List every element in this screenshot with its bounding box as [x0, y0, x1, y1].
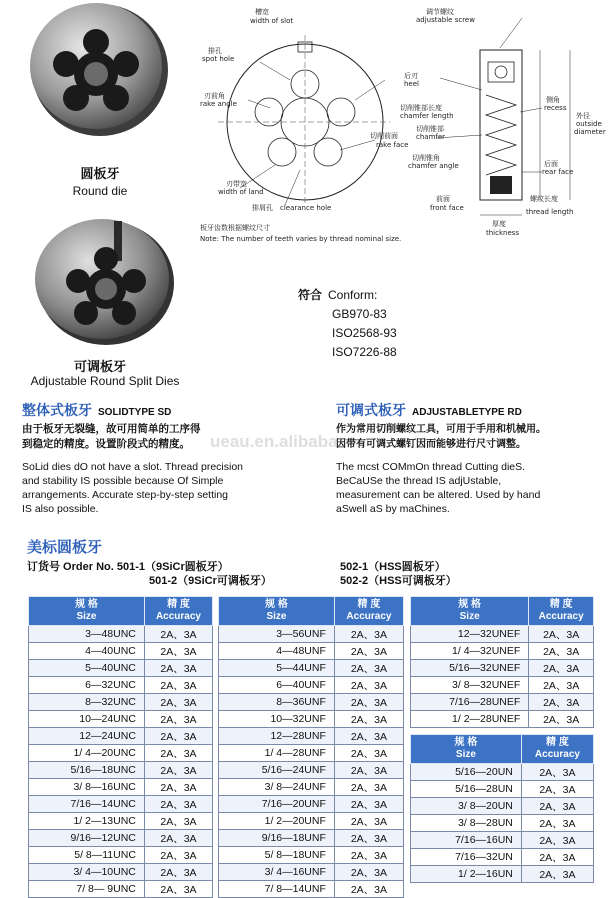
accuracy-cell: 2A、3A	[334, 864, 403, 881]
size-cell: 1/ 2—16UN	[411, 866, 522, 883]
size-cell: 7/16—14UNC	[29, 796, 145, 813]
size-cell: 10—24UNC	[29, 711, 145, 728]
accuracy-cell: 2A、3A	[334, 762, 403, 779]
table-row	[29, 864, 213, 881]
size-cell: 8—32UNC	[29, 694, 145, 711]
accuracy-cell: 2A、3A	[521, 866, 593, 883]
label-heel: heel	[404, 80, 419, 88]
table-row	[219, 779, 404, 796]
accuracy-cell: 2A、3A	[521, 764, 593, 781]
header-size: 规 格 Size	[411, 597, 529, 626]
table-row	[411, 798, 594, 815]
table-row	[219, 643, 404, 660]
label-thickness: thickness	[486, 229, 520, 237]
table-row	[219, 881, 404, 898]
solid-desc-en-3: arrangements. Accurate step-by-step setting	[22, 489, 229, 501]
adjustable-die-caption-cn: 可调板牙	[73, 359, 126, 374]
header-accuracy: 精 度 Accuracy	[529, 597, 594, 626]
size-cell: 3—56UNF	[219, 626, 335, 643]
size-cell: 5/16—28UN	[411, 781, 522, 798]
accuracy-cell: 2A、3A	[529, 694, 594, 711]
table-row	[29, 745, 213, 762]
size-cell: 5/16—24UNF	[219, 762, 335, 779]
size-cell: 5/ 8—11UNC	[29, 847, 145, 864]
accuracy-cell: 2A、3A	[334, 813, 403, 830]
order-501-2: 501-2（9SiCr可调板牙）	[149, 575, 272, 587]
label-front-face-cn: 前面	[436, 195, 450, 203]
size-cell: 9/16—18UNF	[219, 830, 335, 847]
adjustable-type-title-cn: 可调式板牙	[336, 402, 406, 418]
table-row	[411, 660, 594, 677]
accuracy-cell: 2A、3A	[144, 660, 212, 677]
table-row	[411, 849, 594, 866]
conform-label-en: Conform:	[328, 288, 378, 302]
solid-desc-en-1: SoLid dies dO not have a slot. Thread precision	[22, 461, 244, 473]
order-501-1: 501-1（9SiCr圆板牙）	[116, 561, 229, 573]
label-outside-diameter-1: outside	[576, 120, 602, 128]
label-width-of-slot-cn: 槽宽	[255, 8, 269, 16]
order-line-2	[27, 574, 607, 588]
size-cell: 1/ 4—28UNF	[219, 745, 335, 762]
accuracy-cell: 2A、3A	[529, 660, 594, 677]
round-die-photo	[22, 0, 172, 140]
table-un	[410, 734, 594, 883]
order-label: 订货号 Order No.	[27, 561, 114, 573]
accuracy-cell: 2A、3A	[144, 643, 212, 660]
adjustable-desc-en-1: The mcst COMmOn thread Cutting dieS.	[336, 461, 526, 473]
table-row	[29, 762, 213, 779]
solid-desc-cn-2: 到稳定的精度。设置阶段式的精度。	[22, 438, 190, 450]
size-cell: 6—32UNC	[29, 677, 145, 694]
table-row	[29, 694, 213, 711]
accuracy-cell: 2A、3A	[334, 677, 403, 694]
table-row	[29, 660, 213, 677]
table-row	[411, 764, 594, 781]
table-row	[29, 813, 213, 830]
label-thread-length-cn: 螺纹长度	[530, 195, 558, 203]
adjustable-die-caption-en: Adjustable Round Split Dies	[30, 374, 180, 388]
table-unef	[410, 596, 594, 728]
table-row	[219, 813, 404, 830]
order-502-1: 502-1（HSS圆板牙）	[340, 561, 446, 573]
size-cell: 3/ 8—20UN	[411, 798, 522, 815]
adjustable-die-photo	[22, 213, 182, 348]
size-cell: 5/16—32UNEF	[411, 660, 529, 677]
order-numbers	[27, 560, 607, 588]
table-row	[411, 866, 594, 883]
adjustable-desc-en-3: measurement can be altered. Used by hand	[336, 489, 541, 501]
conform-standard-1: GB970-83	[332, 307, 387, 321]
label-thickness-cn: 厚度	[492, 220, 506, 228]
label-front-face: front face	[430, 204, 464, 212]
size-cell: 7/16—32UN	[411, 849, 522, 866]
table-row	[219, 728, 404, 745]
accuracy-cell: 2A、3A	[529, 677, 594, 694]
table-row	[411, 694, 594, 711]
label-thread-length: thread length	[526, 208, 574, 216]
table-row	[411, 815, 594, 832]
size-cell: 10—32UNF	[219, 711, 335, 728]
table-row	[219, 626, 404, 643]
order-line-1	[27, 560, 607, 574]
adjustable-desc-cn	[336, 422, 604, 452]
adjustable-desc-cn-2: 因带有可调式螺钉因而能够进行尺寸调整。	[336, 439, 526, 450]
label-rake-angle: rake angle	[200, 100, 237, 108]
label-clearance-hole-cn: 排屑孔	[252, 204, 273, 212]
size-cell: 5/ 8—18UNF	[219, 847, 335, 864]
table-row	[29, 830, 213, 847]
label-adjustable-screw: adjustable screw	[416, 16, 475, 24]
table-row	[219, 694, 404, 711]
accuracy-cell: 2A、3A	[529, 643, 594, 660]
us-standard-title: 美标圆板牙	[27, 539, 103, 556]
size-cell: 1/ 2—13UNC	[29, 813, 145, 830]
accuracy-cell: 2A、3A	[144, 830, 212, 847]
round-die-caption-cn: 圆板牙	[80, 166, 120, 181]
size-cell: 12—24UNC	[29, 728, 145, 745]
table-row	[219, 745, 404, 762]
label-outside-diameter-cn: 外径	[576, 112, 590, 120]
accuracy-cell: 2A、3A	[334, 779, 403, 796]
size-cell: 1/ 2—28UNEF	[411, 711, 529, 728]
table-row	[29, 881, 213, 898]
solid-desc-en-4: IS also possible.	[22, 503, 99, 515]
accuracy-cell: 2A、3A	[334, 745, 403, 762]
solid-type-title-cn: 整体式板牙	[22, 402, 92, 418]
label-width-of-land: width of land	[218, 188, 264, 196]
size-cell: 5—40UNC	[29, 660, 145, 677]
label-clearance-hole: clearance hole	[280, 204, 332, 212]
size-cell: 8—36UNF	[219, 694, 335, 711]
table-row	[411, 832, 594, 849]
size-cell: 7/ 8—14UNF	[219, 881, 335, 898]
accuracy-cell: 2A、3A	[334, 711, 403, 728]
size-cell: 7/16—28UNEF	[411, 694, 529, 711]
accuracy-cell: 2A、3A	[529, 626, 594, 643]
size-cell: 9/16—12UNC	[29, 830, 145, 847]
header-accuracy: 精 度 Accuracy	[334, 597, 403, 626]
header-size: 规 格 Size	[29, 597, 145, 626]
accuracy-cell: 2A、3A	[144, 813, 212, 830]
accuracy-cell: 2A、3A	[521, 798, 593, 815]
size-cell: 3/ 4—10UNC	[29, 864, 145, 881]
label-chamfer-cn: 切削锥部	[416, 125, 444, 133]
size-cell: 5—44UNF	[219, 660, 335, 677]
label-recess-cn: 侧角	[546, 96, 560, 104]
table-row	[219, 864, 404, 881]
size-cell: 1/ 4—32UNEF	[411, 643, 529, 660]
accuracy-cell: 2A、3A	[521, 832, 593, 849]
table-unf	[218, 596, 404, 898]
label-adjustable-screw-cn: 调节螺纹	[426, 8, 454, 16]
accuracy-cell: 2A、3A	[334, 643, 403, 660]
table-row	[29, 728, 213, 745]
label-spot-hole-cn: 排孔	[208, 47, 222, 55]
accuracy-cell: 2A、3A	[521, 781, 593, 798]
accuracy-cell: 2A、3A	[334, 847, 403, 864]
size-cell: 6—40UNF	[219, 677, 335, 694]
table-row	[219, 711, 404, 728]
label-recess: recess	[544, 104, 567, 112]
accuracy-cell: 2A、3A	[334, 881, 403, 898]
header-size: 规 格 Size	[219, 597, 335, 626]
conform-block	[298, 286, 397, 362]
size-cell: 7/16—20UNF	[219, 796, 335, 813]
accuracy-cell: 2A、3A	[144, 779, 212, 796]
header-size: 规 格 Size	[411, 735, 522, 764]
size-cell: 4—40UNC	[29, 643, 145, 660]
size-cell: 5/16—20UN	[411, 764, 522, 781]
table-row	[411, 711, 594, 728]
table-row	[411, 643, 594, 660]
size-cell: 3/ 4—16UNF	[219, 864, 335, 881]
table-row	[29, 847, 213, 864]
table-row	[219, 847, 404, 864]
size-cell: 12—28UNF	[219, 728, 335, 745]
table-row	[29, 796, 213, 813]
order-502-2: 502-2（HSS可调板牙）	[340, 575, 457, 587]
size-cell: 3—48UNC	[29, 626, 145, 643]
size-cell: 1/ 4—20UNC	[29, 745, 145, 762]
table-row	[29, 711, 213, 728]
size-cell: 4—48UNF	[219, 643, 335, 660]
label-width-of-land-cn: 刃带宽	[226, 180, 247, 188]
adjustable-desc-en-4: aSwell aS by maChines.	[336, 503, 450, 515]
table-unc	[28, 596, 213, 898]
accuracy-cell: 2A、3A	[334, 626, 403, 643]
solid-desc-en	[22, 460, 302, 516]
accuracy-cell: 2A、3A	[334, 660, 403, 677]
table-row	[219, 660, 404, 677]
adjustable-desc-en-2: BeCaUSe the thread IS adjUstable,	[336, 475, 502, 487]
size-cell: 3/ 8—28UN	[411, 815, 522, 832]
label-chamfer-angle: chamfer angle	[408, 162, 459, 170]
size-cell: 5/16—18UNC	[29, 762, 145, 779]
size-cell: 12—32UNEF	[411, 626, 529, 643]
accuracy-cell: 2A、3A	[144, 711, 212, 728]
label-rake-face: rake face	[376, 141, 409, 149]
accuracy-cell: 2A、3A	[334, 728, 403, 745]
label-chamfer-angle-cn: 切削锥角	[412, 154, 440, 162]
label-width-of-slot: width of slot	[250, 17, 294, 25]
diagram-note-en: Note: The number of teeth varies by thread nominal size.	[200, 235, 402, 243]
size-cell: 1/ 2—20UNF	[219, 813, 335, 830]
watermark: ueau.en.alibaba	[210, 432, 338, 451]
solid-type-title	[22, 400, 171, 420]
label-chamfer: chamfer	[416, 133, 446, 141]
table-row	[29, 677, 213, 694]
accuracy-cell: 2A、3A	[144, 677, 212, 694]
adjustable-desc-cn-1: 作为常用切削螺纹工具，可用于手用和机械用。	[336, 424, 546, 435]
solid-desc-cn-1: 由于板牙无裂缝，故可用简单的工序得	[22, 423, 201, 435]
accuracy-cell: 2A、3A	[334, 694, 403, 711]
table-row	[29, 643, 213, 660]
size-cell: 7/ 8— 9UNC	[29, 881, 145, 898]
accuracy-cell: 2A、3A	[144, 745, 212, 762]
accuracy-cell: 2A、3A	[334, 796, 403, 813]
label-chamfer-length-cn: 切削锥部长度	[400, 104, 442, 112]
accuracy-cell: 2A、3A	[144, 881, 212, 898]
table-row	[29, 626, 213, 643]
table-row	[411, 626, 594, 643]
accuracy-cell: 2A、3A	[144, 864, 212, 881]
label-rear-face: rear face	[542, 168, 574, 176]
accuracy-cell: 2A、3A	[334, 830, 403, 847]
label-outside-diameter-2: diameter	[574, 128, 606, 136]
accuracy-cell: 2A、3A	[521, 815, 593, 832]
conform-label-cn: 符合	[298, 288, 323, 302]
header-accuracy: 精 度 Accuracy	[521, 735, 593, 764]
size-cell: 3/ 8—24UNF	[219, 779, 335, 796]
label-rear-face-cn: 后面	[544, 160, 558, 168]
order-numbers-right	[340, 560, 457, 588]
label-chamfer-length: chamfer length	[400, 112, 454, 120]
table-row	[411, 781, 594, 798]
die-diagram	[190, 0, 609, 250]
accuracy-cell: 2A、3A	[521, 849, 593, 866]
adjustable-type-title	[336, 400, 522, 420]
table-row	[219, 762, 404, 779]
accuracy-cell: 2A、3A	[144, 847, 212, 864]
solid-desc-en-2: and stability IS possible because Of Simple	[22, 475, 224, 487]
adjustable-type-title-en: ADJUSTABLETYPE RD	[412, 407, 522, 418]
conform-standard-2: ISO2568-93	[332, 326, 397, 340]
accuracy-cell: 2A、3A	[144, 796, 212, 813]
size-cell: 7/16—16UN	[411, 832, 522, 849]
conform-standard-3: ISO7226-88	[332, 345, 397, 359]
label-spot-hole: spot hole	[202, 55, 235, 63]
accuracy-cell: 2A、3A	[144, 762, 212, 779]
size-cell: 3/ 8—16UNC	[29, 779, 145, 796]
label-heel-cn: 后刃	[404, 72, 418, 80]
accuracy-cell: 2A、3A	[529, 711, 594, 728]
accuracy-cell: 2A、3A	[144, 626, 212, 643]
label-rake-face-cn: 切削前面	[370, 132, 398, 140]
table-row	[219, 677, 404, 694]
solid-type-title-en: SOLIDTYPE SD	[98, 407, 172, 418]
accuracy-cell: 2A、3A	[144, 694, 212, 711]
label-rake-angle-cn: 刃前角	[204, 92, 225, 100]
header-accuracy: 精 度 Accuracy	[144, 597, 212, 626]
table-row	[29, 779, 213, 796]
size-cell: 3/ 8—32UNEF	[411, 677, 529, 694]
diagram-note-cn: 板牙齿数根据螺纹尺寸	[200, 224, 270, 232]
accuracy-cell: 2A、3A	[144, 728, 212, 745]
table-row	[411, 677, 594, 694]
table-row	[219, 796, 404, 813]
adjustable-desc-en	[336, 460, 604, 516]
round-die-caption-en: Round die	[72, 184, 128, 198]
table-row	[219, 830, 404, 847]
